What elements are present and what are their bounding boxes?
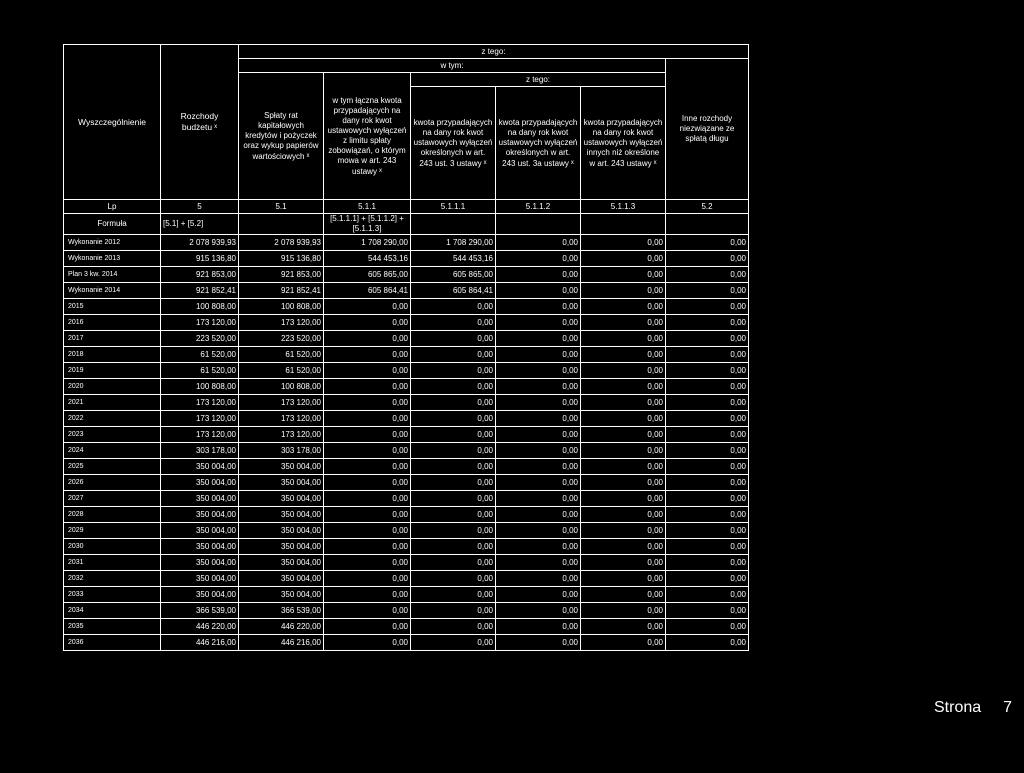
table-row: [64, 475, 749, 491]
lp-cell: 5.1.1.2: [496, 200, 581, 214]
value-cell: 0,00: [496, 603, 581, 619]
value-cell: 0,00: [496, 283, 581, 299]
table-row: [64, 283, 749, 299]
value-cell: 350 004,00: [161, 459, 239, 475]
value-cell: 350 004,00: [239, 475, 324, 491]
value-cell: 0,00: [581, 299, 666, 315]
value-cell: 350 004,00: [161, 475, 239, 491]
footnote-mark: x: [483, 159, 487, 166]
value-cell: 350 004,00: [239, 523, 324, 539]
value-cell: 0,00: [411, 331, 496, 347]
value-cell: 0,00: [324, 299, 411, 315]
value-cell: 0,00: [324, 427, 411, 443]
value-cell: 0,00: [324, 315, 411, 331]
value-cell: 0,00: [324, 363, 411, 379]
table-row: [64, 603, 749, 619]
value-cell: 446 220,00: [239, 619, 324, 635]
value-cell: 446 220,00: [161, 619, 239, 635]
value-cell: 0,00: [581, 603, 666, 619]
value-cell: 0,00: [496, 235, 581, 251]
value-cell: 350 004,00: [161, 571, 239, 587]
table-row: [64, 379, 749, 395]
page-number: 7: [1003, 699, 1013, 716]
table-row: [64, 459, 749, 475]
value-cell: 223 520,00: [239, 331, 324, 347]
row-label: Wykonanie 2012: [64, 235, 161, 251]
value-cell: 0,00: [411, 523, 496, 539]
value-cell: 0,00: [411, 603, 496, 619]
value-cell: 0,00: [411, 315, 496, 331]
value-cell: 0,00: [666, 379, 749, 395]
value-cell: 0,00: [581, 491, 666, 507]
value-cell: 0,00: [496, 395, 581, 411]
value-cell: 0,00: [581, 235, 666, 251]
value-cell: 350 004,00: [239, 571, 324, 587]
value-cell: 350 004,00: [239, 507, 324, 523]
formula-cell: [666, 214, 749, 235]
col-kwota-ust3a: kwota przypadających na dany rok kwot ustawowych wyłączeń określonych w art. 243 ust. 3a ustawy $^x$: [496, 87, 581, 200]
row-label: 2023: [64, 427, 161, 443]
header-z-tego: z tego:: [239, 45, 749, 59]
value-cell: 0,00: [666, 299, 749, 315]
value-cell: 0,00: [496, 299, 581, 315]
table-row: [64, 363, 749, 379]
debt-forecast-table: [63, 44, 749, 651]
value-cell: 173 120,00: [161, 315, 239, 331]
value-cell: 0,00: [496, 571, 581, 587]
value-cell: 0,00: [581, 555, 666, 571]
value-cell: 915 136,80: [239, 251, 324, 267]
table-row: [64, 347, 749, 363]
value-cell: 0,00: [324, 443, 411, 459]
value-cell: 0,00: [324, 395, 411, 411]
value-cell: 0,00: [666, 555, 749, 571]
value-cell: 350 004,00: [239, 539, 324, 555]
value-cell: 921 852,41: [161, 283, 239, 299]
value-cell: 0,00: [496, 523, 581, 539]
value-cell: 0,00: [581, 459, 666, 475]
page-footer: [934, 699, 1012, 717]
value-cell: 350 004,00: [239, 491, 324, 507]
value-cell: 100 808,00: [161, 379, 239, 395]
col-splaty-rat: Spłaty rat kapitałowych kredytów i pożyczek oraz wykup papierów wartościowych $^x$: [239, 73, 324, 200]
value-cell: 0,00: [581, 411, 666, 427]
row-label: 2031: [64, 555, 161, 571]
value-cell: 0,00: [496, 363, 581, 379]
value-cell: 605 864,41: [324, 283, 411, 299]
lp-row: [64, 200, 749, 214]
value-cell: 0,00: [666, 267, 749, 283]
table-row: [64, 251, 749, 267]
formula-cell: [5.1] + [5.2]: [161, 214, 239, 235]
value-cell: 173 120,00: [161, 411, 239, 427]
value-cell: 366 539,00: [161, 603, 239, 619]
formula-cell: [496, 214, 581, 235]
value-cell: 100 808,00: [161, 299, 239, 315]
value-cell: 0,00: [581, 315, 666, 331]
value-cell: 915 136,80: [161, 251, 239, 267]
value-cell: 0,00: [666, 475, 749, 491]
value-cell: 0,00: [666, 427, 749, 443]
value-cell: 0,00: [496, 619, 581, 635]
value-cell: 0,00: [411, 539, 496, 555]
col-inne-rozchody: Inne rozchody niezwiązane ze spłatą długu: [666, 59, 749, 200]
value-cell: 0,00: [411, 459, 496, 475]
value-cell: 350 004,00: [161, 555, 239, 571]
value-cell: 0,00: [666, 411, 749, 427]
value-cell: 0,00: [411, 619, 496, 635]
value-cell: 350 004,00: [161, 491, 239, 507]
value-cell: 0,00: [666, 619, 749, 635]
value-cell: 61 520,00: [239, 363, 324, 379]
lp-cell: 5.2: [666, 200, 749, 214]
value-cell: 0,00: [324, 475, 411, 491]
row-label: 2016: [64, 315, 161, 331]
value-cell: 544 453,16: [324, 251, 411, 267]
row-label: 2036: [64, 635, 161, 651]
value-cell: 0,00: [324, 523, 411, 539]
value-cell: 0,00: [496, 379, 581, 395]
value-cell: 0,00: [324, 507, 411, 523]
value-cell: 0,00: [324, 603, 411, 619]
col-kwota-ust3: kwota przypadających na dany rok kwot ustawowych wyłączeń określonych w art. 243 ust. 3 ustawy $^x$: [411, 87, 496, 200]
formula-cell: [581, 214, 666, 235]
lp-cell: Lp: [64, 200, 161, 214]
value-cell: 0,00: [324, 331, 411, 347]
row-label: 2026: [64, 475, 161, 491]
value-cell: 0,00: [411, 427, 496, 443]
value-cell: 61 520,00: [161, 363, 239, 379]
value-cell: 173 120,00: [239, 315, 324, 331]
value-cell: 0,00: [666, 363, 749, 379]
value-cell: 0,00: [496, 315, 581, 331]
row-label: 2015: [64, 299, 161, 315]
value-cell: 0,00: [496, 267, 581, 283]
value-cell: 0,00: [411, 347, 496, 363]
value-cell: 303 178,00: [161, 443, 239, 459]
table-row: [64, 427, 749, 443]
value-cell: 0,00: [411, 395, 496, 411]
row-label: 2027: [64, 491, 161, 507]
row-label: Wykonanie 2014: [64, 283, 161, 299]
value-cell: 0,00: [324, 411, 411, 427]
row-label: 2029: [64, 523, 161, 539]
value-cell: 0,00: [581, 507, 666, 523]
footnote-mark: x: [306, 152, 310, 159]
value-cell: 173 120,00: [161, 395, 239, 411]
value-cell: 61 520,00: [239, 347, 324, 363]
value-cell: 0,00: [496, 347, 581, 363]
value-cell: 0,00: [581, 347, 666, 363]
col-rozchody-budzetu: Rozchody budżetu $^x$: [161, 45, 239, 200]
value-cell: 173 120,00: [239, 411, 324, 427]
table-row: [64, 395, 749, 411]
value-cell: 0,00: [411, 491, 496, 507]
value-cell: 173 120,00: [239, 427, 324, 443]
table-row: [64, 507, 749, 523]
value-cell: 0,00: [411, 443, 496, 459]
row-label: 2025: [64, 459, 161, 475]
table-row: [64, 299, 749, 315]
value-cell: 0,00: [666, 235, 749, 251]
value-cell: 0,00: [666, 603, 749, 619]
value-cell: 0,00: [411, 363, 496, 379]
table-row: [64, 411, 749, 427]
value-cell: 100 808,00: [239, 299, 324, 315]
value-cell: 0,00: [666, 571, 749, 587]
table-row: [64, 235, 749, 251]
value-cell: 0,00: [666, 331, 749, 347]
formula-cell: [411, 214, 496, 235]
value-cell: 173 120,00: [161, 427, 239, 443]
value-cell: 223 520,00: [161, 331, 239, 347]
value-cell: 0,00: [581, 267, 666, 283]
lp-cell: 5.1.1.3: [581, 200, 666, 214]
col-laczna-kwota: w tym łączna kwota przypadających na dany rok kwot ustawowych wyłączeń z limitu spłaty zobowiązań, o którym mowa w art. 243 ustawy $^x$: [324, 73, 411, 200]
table-row: [64, 635, 749, 651]
value-cell: 0,00: [496, 331, 581, 347]
value-cell: 0,00: [496, 427, 581, 443]
row-label: 2028: [64, 507, 161, 523]
value-cell: 0,00: [496, 587, 581, 603]
value-cell: 1 708 290,00: [411, 235, 496, 251]
formula-cell: [239, 214, 324, 235]
value-cell: 0,00: [411, 411, 496, 427]
table-row: [64, 315, 749, 331]
row-label: 2033: [64, 587, 161, 603]
value-cell: 0,00: [411, 587, 496, 603]
value-cell: 0,00: [666, 395, 749, 411]
value-cell: 303 178,00: [239, 443, 324, 459]
value-cell: 0,00: [581, 331, 666, 347]
value-cell: 0,00: [581, 571, 666, 587]
row-label: 2018: [64, 347, 161, 363]
footnote-mark: x: [570, 159, 574, 166]
table-row: [64, 555, 749, 571]
value-cell: 350 004,00: [161, 587, 239, 603]
value-cell: 921 853,00: [161, 267, 239, 283]
value-cell: 0,00: [496, 635, 581, 651]
value-cell: 100 808,00: [239, 379, 324, 395]
value-cell: 0,00: [496, 491, 581, 507]
value-cell: 366 539,00: [239, 603, 324, 619]
table-row: [64, 267, 749, 283]
row-label: 2020: [64, 379, 161, 395]
value-cell: 2 078 939,93: [161, 235, 239, 251]
value-cell: 0,00: [411, 379, 496, 395]
value-cell: 0,00: [581, 379, 666, 395]
value-cell: 0,00: [666, 251, 749, 267]
value-cell: 0,00: [666, 507, 749, 523]
value-cell: 0,00: [324, 635, 411, 651]
value-cell: 0,00: [666, 315, 749, 331]
value-cell: 0,00: [324, 379, 411, 395]
value-cell: 605 865,00: [324, 267, 411, 283]
value-cell: 0,00: [496, 507, 581, 523]
table-row: [64, 619, 749, 635]
value-cell: 0,00: [581, 635, 666, 651]
row-label: Wykonanie 2013: [64, 251, 161, 267]
value-cell: 921 852,41: [239, 283, 324, 299]
value-cell: 0,00: [581, 395, 666, 411]
row-label: 2032: [64, 571, 161, 587]
value-cell: 0,00: [666, 443, 749, 459]
col-kwota-inne: kwota przypadających na dany rok kwot ustawowych wyłączeń innych niż określone w art. 243 ustawy $^x$: [581, 87, 666, 200]
row-label: 2030: [64, 539, 161, 555]
value-cell: 0,00: [496, 251, 581, 267]
value-cell: 0,00: [496, 475, 581, 491]
footnote-mark: x: [378, 167, 382, 174]
value-cell: 446 216,00: [239, 635, 324, 651]
value-cell: 0,00: [666, 491, 749, 507]
lp-cell: 5: [161, 200, 239, 214]
value-cell: 0,00: [666, 459, 749, 475]
row-label: 2035: [64, 619, 161, 635]
row-label: 2019: [64, 363, 161, 379]
value-cell: 0,00: [411, 299, 496, 315]
footnote-mark: x: [653, 159, 657, 166]
value-cell: 0,00: [666, 539, 749, 555]
value-cell: 0,00: [496, 411, 581, 427]
value-cell: 544 453,16: [411, 251, 496, 267]
value-cell: 0,00: [411, 475, 496, 491]
lp-cell: 5.1.1: [324, 200, 411, 214]
value-cell: 350 004,00: [161, 523, 239, 539]
value-cell: 0,00: [496, 555, 581, 571]
value-cell: 350 004,00: [239, 555, 324, 571]
table-row: [64, 491, 749, 507]
row-label: Plan 3 kw. 2014: [64, 267, 161, 283]
formula-row: [64, 214, 749, 235]
value-cell: 1 708 290,00: [324, 235, 411, 251]
header-z-tego-inner: z tego:: [411, 73, 666, 87]
value-cell: 173 120,00: [239, 395, 324, 411]
page-label: Strona: [934, 699, 982, 716]
value-cell: 0,00: [581, 475, 666, 491]
table-row: [64, 443, 749, 459]
col-wyszczegolnienie: Wyszczególnienie: [64, 45, 161, 200]
row-label: 2034: [64, 603, 161, 619]
value-cell: 605 864,41: [411, 283, 496, 299]
value-cell: 0,00: [581, 587, 666, 603]
value-cell: 0,00: [581, 427, 666, 443]
value-cell: 0,00: [581, 251, 666, 267]
value-cell: 350 004,00: [239, 587, 324, 603]
value-cell: 0,00: [581, 523, 666, 539]
value-cell: 0,00: [411, 571, 496, 587]
value-cell: 0,00: [324, 619, 411, 635]
value-cell: 350 004,00: [239, 459, 324, 475]
value-cell: 0,00: [666, 523, 749, 539]
value-cell: 2 078 939,93: [239, 235, 324, 251]
value-cell: 0,00: [666, 283, 749, 299]
value-cell: 0,00: [324, 347, 411, 363]
value-cell: 0,00: [581, 619, 666, 635]
value-cell: 0,00: [666, 347, 749, 363]
value-cell: 921 853,00: [239, 267, 324, 283]
value-cell: 0,00: [324, 555, 411, 571]
table-row: [64, 587, 749, 603]
value-cell: 350 004,00: [161, 507, 239, 523]
table-row: [64, 571, 749, 587]
value-cell: 0,00: [581, 283, 666, 299]
row-label: 2024: [64, 443, 161, 459]
footnote-mark: x: [214, 124, 218, 130]
value-cell: 0,00: [496, 539, 581, 555]
value-cell: 0,00: [411, 555, 496, 571]
value-cell: 0,00: [324, 459, 411, 475]
value-cell: 61 520,00: [161, 347, 239, 363]
value-cell: 0,00: [324, 539, 411, 555]
value-cell: 0,00: [324, 587, 411, 603]
lp-cell: 5.1: [239, 200, 324, 214]
value-cell: 0,00: [411, 507, 496, 523]
value-cell: 605 865,00: [411, 267, 496, 283]
value-cell: 0,00: [581, 363, 666, 379]
value-cell: 0,00: [324, 491, 411, 507]
value-cell: 0,00: [666, 587, 749, 603]
value-cell: 0,00: [581, 443, 666, 459]
row-label: 2022: [64, 411, 161, 427]
value-cell: 0,00: [581, 539, 666, 555]
value-cell: 0,00: [496, 443, 581, 459]
formula-cell: [5.1.1.1] + [5.1.1.2] + [5.1.1.3]: [324, 214, 411, 235]
value-cell: 350 004,00: [161, 539, 239, 555]
formula-cell: Formuła: [64, 214, 161, 235]
value-cell: 0,00: [496, 459, 581, 475]
lp-cell: 5.1.1.1: [411, 200, 496, 214]
value-cell: 446 216,00: [161, 635, 239, 651]
value-cell: 0,00: [324, 571, 411, 587]
table-row: [64, 523, 749, 539]
row-label: 2017: [64, 331, 161, 347]
row-label: 2021: [64, 395, 161, 411]
header-w-tym: w tym:: [239, 59, 666, 73]
table-row: [64, 331, 749, 347]
value-cell: 0,00: [411, 635, 496, 651]
table-row: [64, 539, 749, 555]
value-cell: 0,00: [666, 635, 749, 651]
